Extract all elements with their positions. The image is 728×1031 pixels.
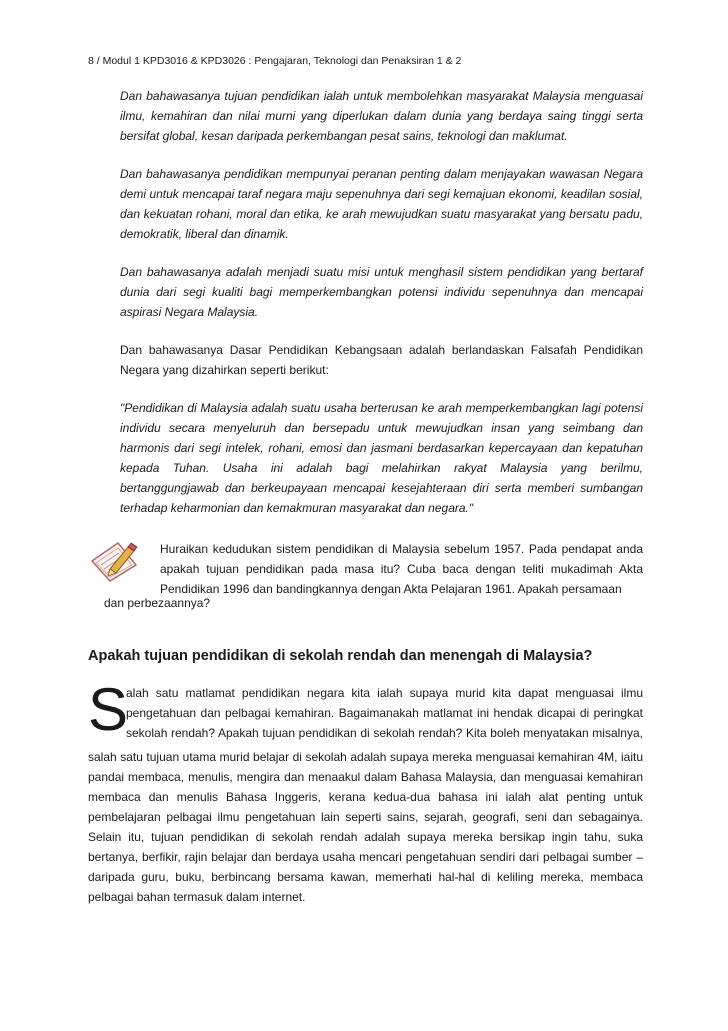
pencil-paper-icon xyxy=(88,539,140,583)
body-line-3: sekolah rendah? Apakah tujuan pendidikan di sekolah rendah? Kita boleh menyatakan misalnya, xyxy=(126,726,643,740)
page-header: 8 / Modul 1 KPD3016 & KPD3026 : Pengajaran, Teknologi dan Penaksiran 1 & 2 xyxy=(88,55,462,67)
preamble-paragraph-2: Dan bahawasanya pendidikan mempunyai peranan penting dalam menjayakan wawasan Negara demi untuk mencapai taraf negara maju sepenuhnya dari segi kemajuan ekonomi, keadilan sosial, dan kekuatan rohani, moral dan etika, ke arah mewujudkan suatu masyarakat yang bersatu padu, demokratik, liberal dan dinamik. xyxy=(120,167,643,241)
preamble-paragraph-1: Dan bahawasanya tujuan pendidikan ialah untuk membolehkan masyarakat Malaysia menguasai ilmu, kemahiran dan nilai murni yang diperlukan dalam dunia yang berdaya saing tinggi serta bersifat global, kesan daripada perkembangan pesat sains, teknologi dan maklumat. xyxy=(120,89,643,143)
body-line-1: alah satu matlamat pendidikan negara kita ialah supaya murid kita dapat menguasai ilmu xyxy=(126,686,643,700)
philosophy-quote: "Pendidikan di Malaysia adalah suatu usaha berterusan ke arah memperkembangkan lagi potensi individu secara menyeluruh dan bersepadu untuk mewujudkan insan yang seimbang dan harmonis dari segi intelek, rohani, emosi dan jasmani berdasarkan kepercayaan dan kepatuhan kepada Tuhan. Usaha ini adalah bagi melahirkan rakyat Malaysia yang berilmu, bertanggungjawab dan berkeupayaan mencapai kesejahteraan diri serta memberi sumbangan terhadap keharmonian dan kemakmuran masyarakat dan negara." xyxy=(120,401,643,515)
preamble-paragraph-4: Dan bahawasanya Dasar Pendidikan Kebangsaan adalah berlandaskan Falsafah Pendidikan Negara yang dizahirkan seperti berikut: xyxy=(120,343,643,377)
drop-cap: S xyxy=(88,676,129,743)
activity-text-end: dan perbezaannya? xyxy=(104,596,211,610)
preamble-paragraph-3: Dan bahawasanya adalah menjadi suatu misi untuk menghasil sistem pendidikan yang bertaraf dunia dari segi kualiti bagi memperkembangkan potensi individu sepenuhnya dan mencapai aspirasi Negara Malaysia. xyxy=(120,265,643,319)
activity-text: Huraikan kedudukan sistem pendidikan di Malaysia sebelum 1957. Pada pendapat anda apakah tujuan pendidikan pada masa itu? Cuba baca dengan teliti mukadimah Akta Pendidikan 1996 dan bandingkannya dengan Akta Pelajaran 1961. Apakah persamaan xyxy=(160,542,643,596)
body-line-2: pengetahuan dan pelbagai kemahiran. Bagaimanakah matlamat ini hendak dicapai di peringkat xyxy=(126,706,643,720)
activity-box xyxy=(88,539,643,619)
section-heading: Apakah tujuan pendidikan di sekolah rendah dan menengah di Malaysia? xyxy=(88,648,593,664)
body-paragraph: salah satu tujuan utama murid belajar di sekolah adalah supaya mereka menguasai kemahiran 4M, iaitu pandai membaca, menulis, mengira dan menaakul dalam Bahasa Malaysia, dan menguasai kemahiran membaca dan menulis Bahasa Inggeris, kerana kedua-dua bahasa ini ialah alat penting untuk pembelajaran pelbagai ilmu pengetahuan lain seperti sains, sejarah, geografi, seni dan sebagainya. Selain itu, tujuan pendidikan di sekolah rendah adalah supaya mereka bersikap ingin tahu, suka bertanya, berfikir, rajin belajar dan berdaya usaha mencari pengetahuan sendiri dari pelbagai sumber – daripada guru, buku, berbincang bersama kawan, memerhati hal-hal di keliling mereka, membaca pelbagai bahan termasuk dalam internet. xyxy=(88,750,643,904)
